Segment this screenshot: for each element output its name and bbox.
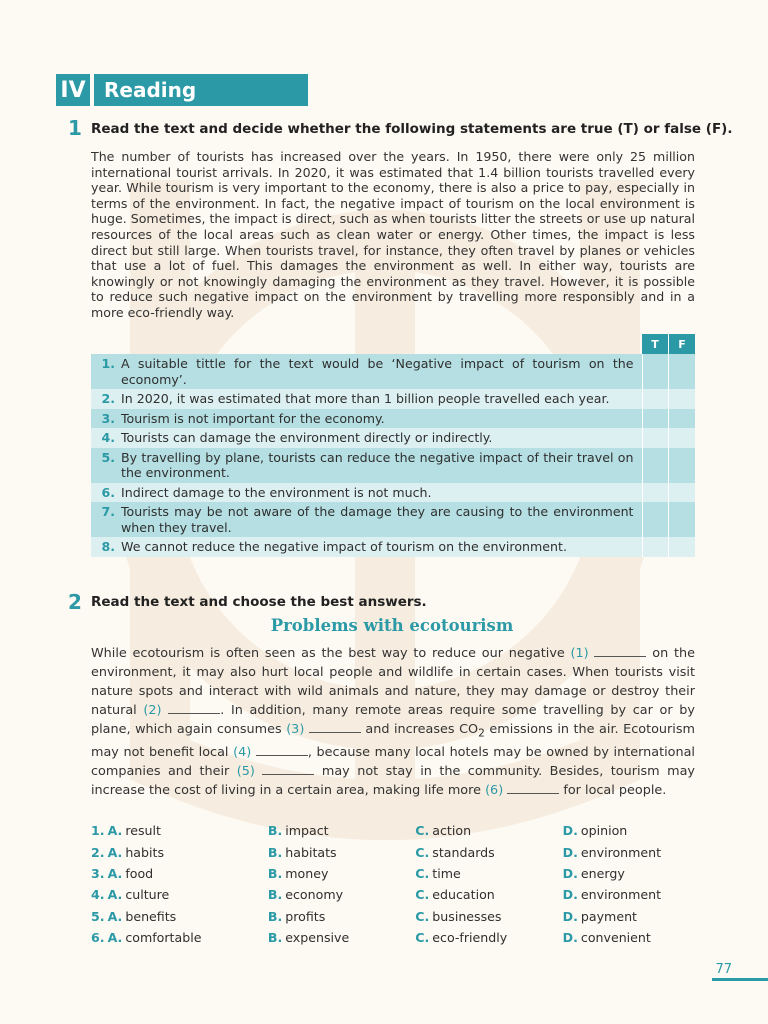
option-text: benefits (125, 908, 177, 924)
option-letter: B. (267, 930, 283, 946)
option-c[interactable] (415, 930, 562, 945)
blank-number: (2) (143, 703, 162, 718)
statement-row (91, 428, 695, 448)
option-a[interactable] (91, 930, 268, 945)
option-b[interactable] (268, 909, 415, 924)
options-row (91, 863, 711, 884)
option-text: economy (285, 887, 344, 903)
true-answer-box[interactable] (642, 502, 669, 537)
options-row (91, 841, 711, 862)
option-text: impact (285, 823, 329, 839)
statement-text: Tourists can damage the environment directly or indirectly. (121, 430, 493, 445)
statement-text: By travelling by plane, tourists can reduce the negative impact of their travel on the environment. (121, 449, 634, 480)
column-header-false: F (669, 334, 696, 354)
false-answer-box[interactable] (669, 502, 696, 537)
option-text: eco-friendly (432, 930, 508, 946)
false-answer-box[interactable] (669, 537, 696, 557)
option-text: environment (580, 844, 662, 860)
option-letter: D. (562, 887, 578, 903)
option-text: culture (125, 887, 170, 903)
true-answer-box[interactable] (642, 428, 669, 448)
statement-text: Tourism is not important for the economy. (121, 410, 385, 426)
option-text: environment (580, 887, 662, 903)
option-letter: A. (107, 887, 123, 903)
option-letter: A. (107, 823, 123, 839)
option-text: payment (580, 908, 637, 924)
statement-row (91, 483, 695, 503)
option-letter: D. (562, 930, 578, 946)
statement-text: Tourists may be not aware of the damage they are causing to the environment when they travel. (121, 504, 634, 535)
passage-text: . In addition, many remote areas require some travelling by car or by plane, which again consumes (91, 703, 695, 737)
option-text: food (125, 865, 154, 881)
option-c[interactable] (415, 887, 562, 902)
true-answer-box[interactable] (642, 354, 669, 389)
option-b[interactable] (268, 930, 415, 945)
statement-text: We cannot reduce the negative impact of tourism on the environment. (121, 539, 567, 554)
option-a[interactable] (91, 823, 268, 838)
false-answer-box[interactable] (669, 448, 696, 483)
option-c[interactable] (415, 845, 562, 860)
statement-row (91, 389, 695, 409)
statement-text: A suitable tittle for the text would be ‘Negative impact of tourism on the economy’. (121, 356, 634, 387)
question-number: 1. (91, 823, 105, 839)
statement-number: 5. (101, 449, 115, 465)
option-letter: B. (267, 887, 283, 903)
option-text: profits (285, 908, 326, 924)
option-letter: A. (107, 908, 123, 924)
options-row (91, 927, 711, 948)
exercise-1-number: 1 (68, 116, 82, 140)
answer-blank[interactable] (594, 646, 646, 657)
option-text: habitats (285, 844, 337, 860)
statement-number: 7. (101, 504, 115, 519)
statement-number: 3. (101, 410, 115, 426)
statement-row (91, 537, 695, 557)
option-d[interactable] (563, 823, 711, 838)
exercise-1-passage: The number of tourists has increased over the years. In 1950, there were only 25 million international tourist arrivals. In 2020, it was estimated that 1.4 billion tourists travelled every year. While tourism is very important to the economy, there is also a price to pay, especially in terms of the environment. In fact, the negative impact of tourism on the local environment is huge. Sometimes, the impact is direct, such as when tourists litter the streets or use up natural resources of the local areas such as clean water or energy. Other times, the impact is less direct but still large. When tourists travel, for instance, they often travel by planes or vehicles that use a lot of fuel. This damages the environment as well. In either way, tourists are knowingly or not knowingly damaging the environment as they travel. However, it is possible to reduce such negative impact on the environment by travelling more responsibly and in a more eco-friendly way. (91, 149, 695, 320)
option-c[interactable] (415, 823, 562, 838)
question-number: 3. (91, 865, 105, 881)
option-letter: D. (562, 844, 578, 860)
statement-number: 8. (101, 539, 115, 554)
option-c[interactable] (415, 866, 562, 881)
option-letter: D. (562, 823, 578, 839)
option-d[interactable] (563, 887, 711, 902)
true-answer-box[interactable] (642, 409, 669, 429)
true-false-table (91, 334, 695, 557)
blank-number: (4) (233, 744, 252, 760)
statement-text: Indirect damage to the environment is not much. (121, 484, 432, 500)
exercise-2-passage (91, 644, 695, 800)
option-text: habits (125, 844, 165, 860)
passage-text: emissions in the air. Ecotourism may not benefit local (91, 722, 695, 760)
options-row (91, 820, 711, 841)
option-b[interactable] (268, 823, 415, 838)
option-text: education (432, 887, 495, 903)
statement-row (91, 502, 695, 537)
option-letter: C. (415, 908, 430, 924)
false-answer-box[interactable] (669, 354, 696, 389)
exercise-1-instruction: Read the text and decide whether the following statements are true (T) or false (F). (91, 121, 733, 137)
false-answer-box[interactable] (669, 483, 696, 503)
page-number-rule (712, 978, 768, 981)
answer-blank[interactable] (256, 745, 308, 756)
true-answer-box[interactable] (642, 537, 669, 557)
answer-blank[interactable] (507, 783, 559, 794)
option-letter: C. (415, 930, 430, 946)
question-number: 5. (91, 908, 105, 924)
answer-blank[interactable] (262, 764, 314, 775)
true-answer-box[interactable] (642, 448, 669, 483)
option-letter: D. (562, 865, 578, 881)
subscript: 2 (478, 726, 485, 740)
option-letter: C. (415, 844, 430, 860)
question-number: 4. (91, 887, 105, 903)
option-letter: A. (107, 844, 123, 860)
option-letter: A. (107, 930, 123, 946)
false-answer-box[interactable] (669, 389, 696, 409)
options-row (91, 906, 711, 927)
statement-text: In 2020, it was estimated that more than 1 billion people travelled each year. (121, 391, 610, 406)
option-letter: D. (562, 908, 578, 924)
answer-blank[interactable] (168, 703, 220, 714)
option-letter: B. (267, 908, 283, 924)
option-a[interactable] (91, 845, 268, 860)
answer-options (91, 820, 711, 948)
blank-number: (5) (236, 763, 255, 779)
option-d[interactable] (563, 930, 711, 945)
blank-number: (1) (570, 646, 589, 661)
statement-row (91, 448, 695, 483)
option-letter: A. (107, 865, 123, 881)
option-text: money (285, 865, 329, 881)
blank-number: (3) (286, 722, 305, 737)
passage-text: While ecotourism is often seen as the best way to reduce our negative (91, 646, 571, 661)
question-number: 2. (91, 844, 105, 860)
statement-number: 4. (101, 430, 115, 445)
option-b[interactable] (268, 887, 415, 902)
option-text: opinion (580, 823, 628, 839)
option-d[interactable] (563, 866, 711, 881)
page-number: 77 (715, 962, 732, 977)
story-title: Problems with ecotourism (270, 616, 514, 635)
statement-row (91, 354, 695, 389)
answer-blank[interactable] (309, 722, 361, 733)
passage-text: on the environment, it may also hurt local people and wildlife in certain cases. When tourists visit nature spots and interact with wild animals and nature, they may damage or destroy their natural (91, 646, 695, 718)
passage-text: for local people. (559, 782, 667, 798)
option-letter: C. (415, 823, 430, 839)
statement-number: 6. (101, 484, 115, 500)
option-text: convenient (580, 930, 651, 946)
false-answer-box[interactable] (669, 409, 696, 429)
column-header-true: T (642, 334, 669, 354)
true-answer-box[interactable] (642, 483, 669, 503)
option-text: action (432, 823, 472, 839)
section-number: IV (56, 74, 90, 106)
option-b[interactable] (268, 845, 415, 860)
options-row (91, 884, 711, 905)
statement-number: 2. (101, 391, 115, 406)
option-b[interactable] (268, 866, 415, 881)
option-letter: B. (267, 823, 283, 839)
option-text: comfortable (125, 930, 202, 946)
option-a[interactable] (91, 887, 268, 902)
option-letter: C. (415, 887, 430, 903)
option-d[interactable] (563, 909, 711, 924)
exercise-2-instruction: Read the text and choose the best answers. (91, 594, 427, 610)
option-text: energy (580, 865, 625, 881)
option-letter: C. (415, 865, 430, 881)
true-answer-box[interactable] (642, 389, 669, 409)
question-number: 6. (91, 930, 105, 946)
option-letter: B. (267, 844, 283, 860)
passage-text: , because many local hotels may be owned by international companies and their (91, 744, 695, 779)
option-text: result (125, 823, 161, 839)
statement-row (91, 409, 695, 429)
false-answer-box[interactable] (669, 428, 696, 448)
option-a[interactable] (91, 866, 268, 881)
option-text: expensive (285, 930, 350, 946)
option-a[interactable] (91, 909, 268, 924)
blank-number: (6) (485, 782, 504, 798)
option-text: businesses (432, 908, 502, 924)
statement-number: 1. (101, 356, 115, 371)
option-d[interactable] (563, 845, 711, 860)
section-title: Reading (94, 74, 308, 106)
table-header-row (91, 334, 695, 354)
option-letter: B. (267, 865, 283, 881)
option-c[interactable] (415, 909, 562, 924)
option-text: time (432, 865, 461, 881)
passage-text: may not stay in the community. Besides, tourism may increase the cost of living in a certain area, making life more (91, 763, 695, 798)
section-header (56, 74, 308, 106)
exercise-2-number: 2 (68, 590, 82, 614)
option-text: standards (432, 844, 495, 860)
passage-text: and increases CO (360, 722, 479, 737)
